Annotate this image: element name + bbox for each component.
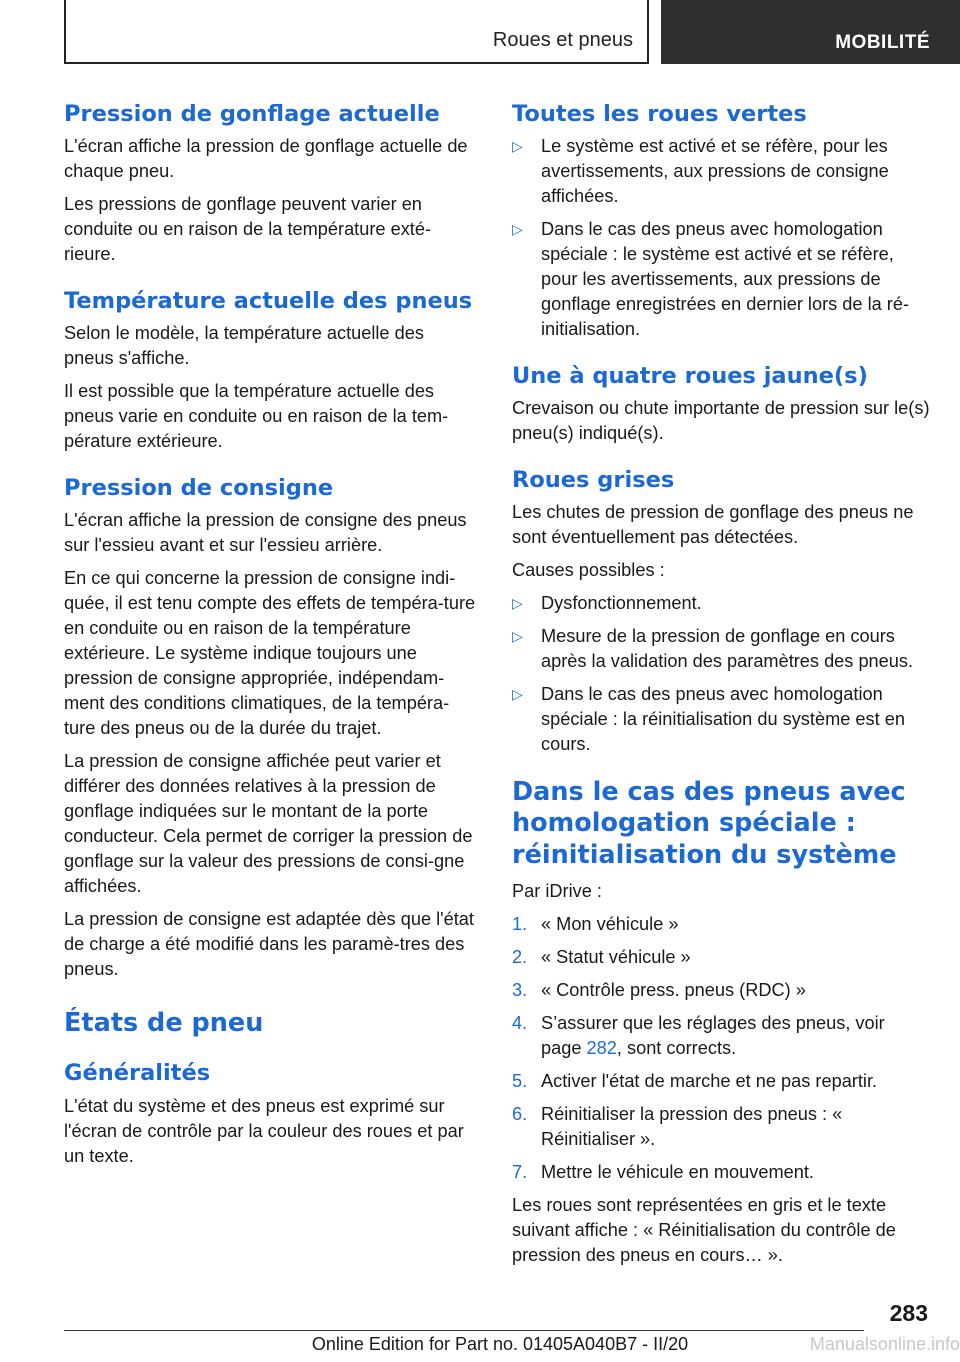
paragraph: Selon le modèle, la température actuelle des pneus s'affiche. xyxy=(64,323,424,369)
step-item: 6. Réinitialiser la pression des pneus : « Réinitialiser ». xyxy=(512,1103,843,1149)
list-item: ▷ Dans le cas des pneus avec homologation spéciale : le système est activé et se réfère, pour les avertissements, aux pressions de gonflage enregistrées en dernier lors de la ré‐initialisation. xyxy=(512,219,910,340)
paragraph: Il est possible que la température actuelle des pneus varie en conduite ou en raison de la tem‐pérature extérieure. xyxy=(64,381,449,452)
heading-current-pressure: Pression de gonflage actuelle xyxy=(64,101,440,127)
paragraph: La pression de consigne est adaptée dès que l'état de charge a été modifié dans les paramè‐tres des pneus. xyxy=(64,909,474,980)
header-chapter-box xyxy=(661,0,960,64)
header-section-title: Roues et pneus xyxy=(492,29,633,51)
paragraph: Les roues sont représentées en gris et le texte suivant affiche : « Réinitialisation du contrôle de pression des pneus en cours… ». xyxy=(512,1194,896,1265)
right-column xyxy=(512,100,930,1276)
bullet-list xyxy=(512,591,930,757)
heading-current-temperature: Température actuelle des pneus xyxy=(64,288,473,315)
step-number: 2. xyxy=(512,946,528,967)
paragraph: Les chutes de pression de gonflage des pneus ne sont éventuellement pas détectées. xyxy=(512,502,914,548)
step-item: 4. S’assurer que les réglages des pneus, voir page 282, sont corrects. xyxy=(512,1012,885,1058)
step-item: 7. Mettre le véhicule en mouvement. xyxy=(512,1160,930,1185)
left-column xyxy=(64,100,476,1177)
paragraph: Causes possibles : xyxy=(512,560,665,581)
step-number: 4. xyxy=(512,1012,528,1033)
step-item: 1. « Mon véhicule » xyxy=(512,912,930,937)
page-link[interactable]: 282 xyxy=(586,1037,617,1058)
page-number: 283 xyxy=(889,1300,928,1326)
step-list xyxy=(512,912,930,1185)
paragraph: L'état du système et des pneus est exprimé sur l'écran de contrôle par la couleur des roues et par un texte. xyxy=(64,1095,464,1166)
header-chapter-title: MOBILITÉ xyxy=(835,32,930,53)
header-section-box xyxy=(64,0,649,64)
watermark: Manualsonline.info xyxy=(809,1334,960,1354)
triangle-bullet-icon: ▷ xyxy=(512,628,523,645)
list-item: ▷ Dysfonctionnement. xyxy=(512,591,930,616)
step-item: 3. « Contrôle press. pneus (RDC) » xyxy=(512,978,930,1003)
paragraph: Les pressions de gonflage peuvent varier en conduite ou en raison de la température exté‐rieure. xyxy=(64,194,432,265)
footer-divider xyxy=(64,1330,864,1331)
triangle-bullet-icon: ▷ xyxy=(512,138,523,155)
heading-target-pressure: Pression de consigne xyxy=(64,475,334,502)
paragraph: La pression de consigne affichée peut varier et différer des données relatives à la pression de gonflage indiquées sur le montant de la porte conducteur. Cela permet de corriger la pression de gonflage sur la valeur des pressions de consi‐gne affichées. xyxy=(64,751,473,897)
list-item: ▷ Dans le cas des pneus avec homologation spéciale : la réinitialisation du système est en cours. xyxy=(512,684,905,755)
step-number: 1. xyxy=(512,913,528,934)
paragraph: En ce qui concerne la pression de consigne indi‐quée, il est tenu compte des effets de tempéra‐ture en conduite ou en raison de la température extérieure. Le système indique toujours une pression de consigne appropriée, indépendam‐ment des conditions climatiques, de la tempéra‐ture des pneus ou de la durée du trajet. xyxy=(64,568,476,739)
step-number: 5. xyxy=(512,1070,528,1091)
heading-grey-wheels: Roues grises xyxy=(512,467,675,494)
list-item: ▷ Mesure de la pression de gonflage en cours après la validation des paramètres des pneus. xyxy=(512,626,914,672)
step-item: 5. Activer l'état de marche et ne pas repartir. xyxy=(512,1069,930,1094)
paragraph: Par iDrive : xyxy=(512,880,602,901)
bullet-list xyxy=(512,134,930,342)
paragraph: L'écran affiche la pression de consigne des pneus sur l'essieu avant et sur l'essieu arrière. xyxy=(64,510,467,556)
heading-tire-states: États de pneu xyxy=(64,1008,264,1039)
step-number: 6. xyxy=(512,1103,528,1124)
list-item: ▷ Le système est activé et se réfère, pour les avertissements, aux pressions de consigne affichées. xyxy=(512,136,889,207)
paragraph: L'écran affiche la pression de gonflage actuelle de chaque pneu. xyxy=(64,136,468,182)
heading-yellow-wheels: Une à quatre roues jaune(s) xyxy=(512,363,868,390)
step-number: 7. xyxy=(512,1161,528,1182)
heading-general: Généralités xyxy=(64,1060,211,1087)
triangle-bullet-icon: ▷ xyxy=(512,686,523,703)
step-item: 2. « Statut véhicule » xyxy=(512,945,930,970)
triangle-bullet-icon: ▷ xyxy=(512,595,523,612)
heading-system-reset: Dans le cas des pneus avec homologation spéciale : réinitialisation du système xyxy=(512,777,906,870)
footer-edition: Online Edition for Part no. 01405A040B7 - II/20 xyxy=(311,1334,689,1354)
triangle-bullet-icon: ▷ xyxy=(512,221,523,238)
paragraph: Crevaison ou chute importante de pression sur le(s) pneu(s) indiqué(s). xyxy=(512,398,930,444)
step-number: 3. xyxy=(512,979,528,1000)
heading-all-green: Toutes les roues vertes xyxy=(512,101,807,127)
